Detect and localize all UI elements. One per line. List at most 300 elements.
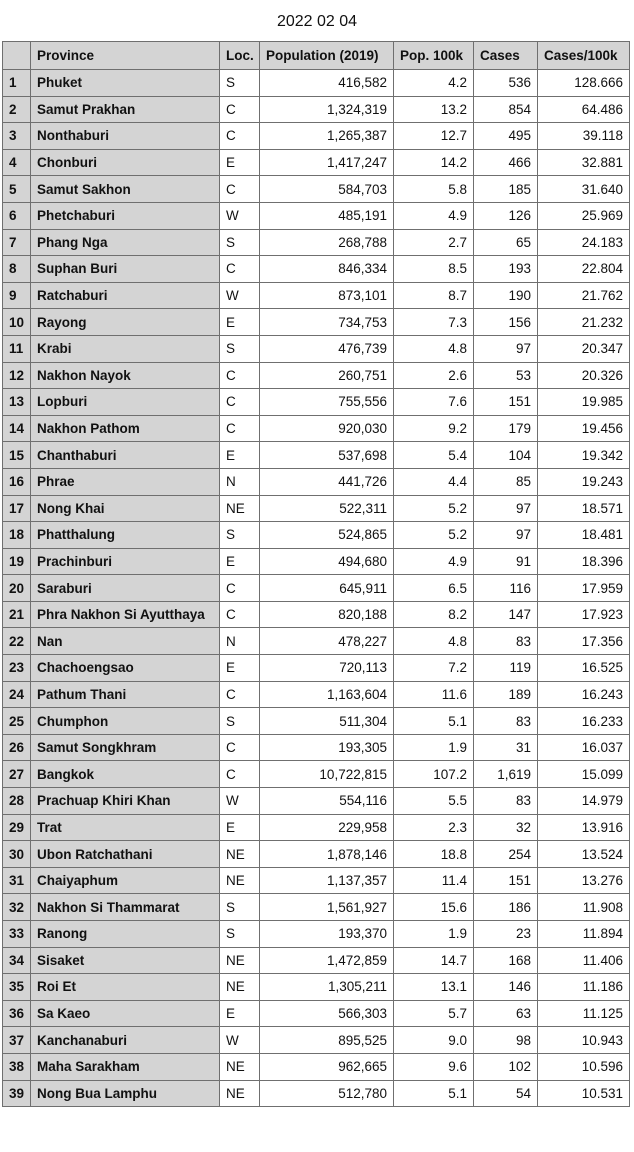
loc-cell: W <box>220 788 260 815</box>
population-cell: 566,303 <box>260 1000 394 1027</box>
header-row <box>3 42 630 70</box>
cases-per-100k-cell: 64.486 <box>538 96 630 123</box>
pop-100k-cell: 4.9 <box>394 202 474 229</box>
row-index-cell: 7 <box>3 229 31 256</box>
loc-cell: C <box>220 575 260 602</box>
table-row <box>3 708 630 735</box>
loc-cell: NE <box>220 947 260 974</box>
province-cell: Roi Et <box>31 974 220 1001</box>
table-row <box>3 894 630 921</box>
loc-cell: NE <box>220 974 260 1001</box>
pop-100k-cell: 8.2 <box>394 601 474 628</box>
province-cell: Phang Nga <box>31 229 220 256</box>
cases-per-100k-cell: 17.923 <box>538 601 630 628</box>
row-index-cell: 26 <box>3 734 31 761</box>
pop-100k-cell: 14.2 <box>394 149 474 176</box>
cases-per-100k-cell: 20.347 <box>538 335 630 362</box>
table-row <box>3 389 630 416</box>
province-cell: Trat <box>31 814 220 841</box>
population-cell: 537,698 <box>260 442 394 469</box>
pop-100k-cell: 9.6 <box>394 1053 474 1080</box>
header-province: Province <box>31 42 220 70</box>
population-cell: 522,311 <box>260 495 394 522</box>
cases-per-100k-cell: 19.243 <box>538 468 630 495</box>
loc-cell: S <box>220 335 260 362</box>
cases-per-100k-cell: 16.233 <box>538 708 630 735</box>
row-index-cell: 27 <box>3 761 31 788</box>
row-index-cell: 4 <box>3 149 31 176</box>
table-row <box>3 123 630 150</box>
province-cell: Nong Khai <box>31 495 220 522</box>
province-cell: Phetchaburi <box>31 202 220 229</box>
province-cell: Bangkok <box>31 761 220 788</box>
row-index-cell: 11 <box>3 335 31 362</box>
header-pop-100k: Pop. 100k <box>394 42 474 70</box>
row-index-cell: 23 <box>3 655 31 682</box>
loc-cell: E <box>220 309 260 336</box>
province-cell: Ratchaburi <box>31 282 220 309</box>
cases-cell: 65 <box>474 229 538 256</box>
cases-cell: 97 <box>474 495 538 522</box>
population-cell: 1,417,247 <box>260 149 394 176</box>
province-cell: Chonburi <box>31 149 220 176</box>
province-cell: Nakhon Nayok <box>31 362 220 389</box>
row-index-cell: 30 <box>3 841 31 868</box>
cases-cell: 146 <box>474 974 538 1001</box>
cases-per-100k-cell: 10.596 <box>538 1053 630 1080</box>
loc-cell: NE <box>220 1080 260 1107</box>
province-cell: Samut Songkhram <box>31 734 220 761</box>
pop-100k-cell: 18.8 <box>394 841 474 868</box>
table-row <box>3 1080 630 1107</box>
table-row <box>3 1053 630 1080</box>
cases-cell: 179 <box>474 415 538 442</box>
cases-per-100k-cell: 25.969 <box>538 202 630 229</box>
loc-cell: S <box>220 70 260 97</box>
cases-per-100k-cell: 21.232 <box>538 309 630 336</box>
table-row <box>3 788 630 815</box>
cases-per-100k-cell: 11.186 <box>538 974 630 1001</box>
row-index-cell: 16 <box>3 468 31 495</box>
table-row <box>3 362 630 389</box>
pop-100k-cell: 11.4 <box>394 867 474 894</box>
row-index-cell: 37 <box>3 1027 31 1054</box>
row-index-cell: 34 <box>3 947 31 974</box>
cases-per-100k-cell: 39.118 <box>538 123 630 150</box>
cases-cell: 156 <box>474 309 538 336</box>
row-index-cell: 24 <box>3 681 31 708</box>
population-cell: 416,582 <box>260 70 394 97</box>
table-row <box>3 867 630 894</box>
table-row <box>3 814 630 841</box>
pop-100k-cell: 11.6 <box>394 681 474 708</box>
row-index-cell: 6 <box>3 202 31 229</box>
cases-cell: 83 <box>474 788 538 815</box>
population-cell: 734,753 <box>260 309 394 336</box>
province-cell: Maha Sarakham <box>31 1053 220 1080</box>
pop-100k-cell: 5.1 <box>394 1080 474 1107</box>
province-cell: Saraburi <box>31 575 220 602</box>
cases-per-100k-cell: 24.183 <box>538 229 630 256</box>
cases-per-100k-cell: 19.456 <box>538 415 630 442</box>
pop-100k-cell: 4.8 <box>394 335 474 362</box>
table-row <box>3 522 630 549</box>
population-cell: 268,788 <box>260 229 394 256</box>
table-row <box>3 495 630 522</box>
pop-100k-cell: 2.7 <box>394 229 474 256</box>
cases-cell: 23 <box>474 921 538 948</box>
table-row <box>3 761 630 788</box>
loc-cell: C <box>220 123 260 150</box>
cases-per-100k-cell: 20.326 <box>538 362 630 389</box>
table-row <box>3 335 630 362</box>
cases-cell: 254 <box>474 841 538 868</box>
row-index-cell: 31 <box>3 867 31 894</box>
table-row <box>3 841 630 868</box>
pop-100k-cell: 5.8 <box>394 176 474 203</box>
province-cell: Lopburi <box>31 389 220 416</box>
cases-cell: 119 <box>474 655 538 682</box>
province-cell: Samut Sakhon <box>31 176 220 203</box>
pop-100k-cell: 5.1 <box>394 708 474 735</box>
population-cell: 873,101 <box>260 282 394 309</box>
pop-100k-cell: 9.2 <box>394 415 474 442</box>
population-cell: 920,030 <box>260 415 394 442</box>
cases-per-100k-cell: 11.894 <box>538 921 630 948</box>
row-index-cell: 3 <box>3 123 31 150</box>
cases-cell: 83 <box>474 628 538 655</box>
population-cell: 846,334 <box>260 256 394 283</box>
loc-cell: C <box>220 96 260 123</box>
cases-per-100k-cell: 128.666 <box>538 70 630 97</box>
cases-cell: 466 <box>474 149 538 176</box>
cases-per-100k-cell: 21.762 <box>538 282 630 309</box>
pop-100k-cell: 8.7 <box>394 282 474 309</box>
province-cell: Phra Nakhon Si Ayutthaya <box>31 601 220 628</box>
table-row <box>3 575 630 602</box>
population-cell: 1,561,927 <box>260 894 394 921</box>
population-cell: 645,911 <box>260 575 394 602</box>
cases-cell: 98 <box>474 1027 538 1054</box>
pop-100k-cell: 107.2 <box>394 761 474 788</box>
page-title: 2022 02 04 <box>276 13 358 30</box>
header-cases-per-100k: Cases/100k <box>538 42 630 70</box>
pop-100k-cell: 13.2 <box>394 96 474 123</box>
table-row <box>3 468 630 495</box>
cases-cell: 31 <box>474 734 538 761</box>
table-row <box>3 256 630 283</box>
province-cell: Krabi <box>31 335 220 362</box>
row-index-cell: 19 <box>3 548 31 575</box>
loc-cell: NE <box>220 867 260 894</box>
loc-cell: C <box>220 681 260 708</box>
table-row <box>3 176 630 203</box>
cases-cell: 189 <box>474 681 538 708</box>
pop-100k-cell: 4.4 <box>394 468 474 495</box>
row-index-cell: 13 <box>3 389 31 416</box>
loc-cell: C <box>220 415 260 442</box>
province-cell: Rayong <box>31 309 220 336</box>
population-cell: 478,227 <box>260 628 394 655</box>
loc-cell: E <box>220 149 260 176</box>
row-index-cell: 33 <box>3 921 31 948</box>
table-row <box>3 734 630 761</box>
pop-100k-cell: 14.7 <box>394 947 474 974</box>
loc-cell: E <box>220 814 260 841</box>
corner-header-cell <box>3 42 31 70</box>
header-cases: Cases <box>474 42 538 70</box>
cases-cell: 193 <box>474 256 538 283</box>
row-index-cell: 32 <box>3 894 31 921</box>
row-index-cell: 2 <box>3 96 31 123</box>
row-index-cell: 25 <box>3 708 31 735</box>
population-cell: 584,703 <box>260 176 394 203</box>
loc-cell: C <box>220 734 260 761</box>
cases-cell: 151 <box>474 389 538 416</box>
population-cell: 193,305 <box>260 734 394 761</box>
table-row <box>3 149 630 176</box>
loc-cell: E <box>220 655 260 682</box>
population-cell: 229,958 <box>260 814 394 841</box>
row-index-cell: 9 <box>3 282 31 309</box>
pop-100k-cell: 13.1 <box>394 974 474 1001</box>
province-cell: Nong Bua Lamphu <box>31 1080 220 1107</box>
cases-per-100k-cell: 10.943 <box>538 1027 630 1054</box>
cases-cell: 116 <box>474 575 538 602</box>
pop-100k-cell: 12.7 <box>394 123 474 150</box>
loc-cell: W <box>220 282 260 309</box>
row-index-cell: 14 <box>3 415 31 442</box>
table-row <box>3 309 630 336</box>
cases-cell: 102 <box>474 1053 538 1080</box>
cases-cell: 495 <box>474 123 538 150</box>
province-cell: Prachuap Khiri Khan <box>31 788 220 815</box>
population-cell: 895,525 <box>260 1027 394 1054</box>
cases-per-100k-cell: 11.908 <box>538 894 630 921</box>
cases-per-100k-cell: 19.985 <box>538 389 630 416</box>
row-index-cell: 18 <box>3 522 31 549</box>
loc-cell: S <box>220 921 260 948</box>
loc-cell: S <box>220 522 260 549</box>
loc-cell: S <box>220 708 260 735</box>
province-cell: Pathum Thani <box>31 681 220 708</box>
province-cell: Ranong <box>31 921 220 948</box>
cases-cell: 97 <box>474 335 538 362</box>
population-cell: 1,324,319 <box>260 96 394 123</box>
loc-cell: C <box>220 761 260 788</box>
table-row <box>3 947 630 974</box>
loc-cell: W <box>220 202 260 229</box>
loc-cell: NE <box>220 1053 260 1080</box>
row-index-cell: 39 <box>3 1080 31 1107</box>
province-cell: Phrae <box>31 468 220 495</box>
population-cell: 1,137,357 <box>260 867 394 894</box>
population-cell: 511,304 <box>260 708 394 735</box>
population-cell: 1,472,859 <box>260 947 394 974</box>
pop-100k-cell: 1.9 <box>394 734 474 761</box>
cases-per-100k-cell: 10.531 <box>538 1080 630 1107</box>
population-cell: 820,188 <box>260 601 394 628</box>
cases-per-100k-cell: 19.342 <box>538 442 630 469</box>
province-cell: Nakhon Pathom <box>31 415 220 442</box>
table-row <box>3 921 630 948</box>
cases-cell: 854 <box>474 96 538 123</box>
province-cell: Nan <box>31 628 220 655</box>
pop-100k-cell: 7.3 <box>394 309 474 336</box>
row-index-cell: 21 <box>3 601 31 628</box>
province-cell: Sa Kaeo <box>31 1000 220 1027</box>
pop-100k-cell: 5.5 <box>394 788 474 815</box>
province-cell: Chanthaburi <box>31 442 220 469</box>
table-row <box>3 681 630 708</box>
cases-per-100k-cell: 22.804 <box>538 256 630 283</box>
loc-cell: C <box>220 176 260 203</box>
province-cases-table <box>2 41 630 1107</box>
province-cell: Sisaket <box>31 947 220 974</box>
table-row <box>3 974 630 1001</box>
table-row <box>3 229 630 256</box>
row-index-cell: 15 <box>3 442 31 469</box>
table-row <box>3 70 630 97</box>
province-cell: Prachinburi <box>31 548 220 575</box>
population-cell: 962,665 <box>260 1053 394 1080</box>
row-index-cell: 17 <box>3 495 31 522</box>
loc-cell: C <box>220 389 260 416</box>
population-cell: 494,680 <box>260 548 394 575</box>
pop-100k-cell: 4.8 <box>394 628 474 655</box>
population-cell: 10,722,815 <box>260 761 394 788</box>
pop-100k-cell: 2.6 <box>394 362 474 389</box>
province-cell: Chachoengsao <box>31 655 220 682</box>
loc-cell: N <box>220 468 260 495</box>
table-row <box>3 442 630 469</box>
row-index-cell: 29 <box>3 814 31 841</box>
population-cell: 1,265,387 <box>260 123 394 150</box>
header-population: Population (2019) <box>260 42 394 70</box>
cases-per-100k-cell: 17.356 <box>538 628 630 655</box>
cases-cell: 186 <box>474 894 538 921</box>
province-cell: Kanchanaburi <box>31 1027 220 1054</box>
cases-cell: 536 <box>474 70 538 97</box>
loc-cell: C <box>220 601 260 628</box>
cases-cell: 151 <box>474 867 538 894</box>
table-row <box>3 1000 630 1027</box>
row-index-cell: 8 <box>3 256 31 283</box>
cases-per-100k-cell: 11.125 <box>538 1000 630 1027</box>
pop-100k-cell: 5.4 <box>394 442 474 469</box>
cases-cell: 54 <box>474 1080 538 1107</box>
table-row <box>3 415 630 442</box>
cases-per-100k-cell: 32.881 <box>538 149 630 176</box>
pop-100k-cell: 7.6 <box>394 389 474 416</box>
row-index-cell: 35 <box>3 974 31 1001</box>
pop-100k-cell: 8.5 <box>394 256 474 283</box>
cases-cell: 185 <box>474 176 538 203</box>
cases-per-100k-cell: 31.640 <box>538 176 630 203</box>
cases-per-100k-cell: 17.959 <box>538 575 630 602</box>
pop-100k-cell: 5.2 <box>394 522 474 549</box>
cases-per-100k-cell: 13.276 <box>538 867 630 894</box>
province-cell: Phatthalung <box>31 522 220 549</box>
cases-per-100k-cell: 15.099 <box>538 761 630 788</box>
cases-cell: 126 <box>474 202 538 229</box>
population-cell: 260,751 <box>260 362 394 389</box>
cases-cell: 190 <box>474 282 538 309</box>
loc-cell: NE <box>220 841 260 868</box>
cases-cell: 63 <box>474 1000 538 1027</box>
pop-100k-cell: 9.0 <box>394 1027 474 1054</box>
loc-cell: S <box>220 229 260 256</box>
loc-cell: E <box>220 442 260 469</box>
pop-100k-cell: 5.2 <box>394 495 474 522</box>
pop-100k-cell: 5.7 <box>394 1000 474 1027</box>
table-row <box>3 601 630 628</box>
table-row <box>3 1027 630 1054</box>
cases-per-100k-cell: 18.396 <box>538 548 630 575</box>
population-cell: 1,878,146 <box>260 841 394 868</box>
cases-cell: 91 <box>474 548 538 575</box>
table-row <box>3 202 630 229</box>
province-cell: Nakhon Si Thammarat <box>31 894 220 921</box>
cases-per-100k-cell: 16.243 <box>538 681 630 708</box>
table-row <box>3 628 630 655</box>
row-index-cell: 20 <box>3 575 31 602</box>
province-cell: Phuket <box>31 70 220 97</box>
table-row <box>3 548 630 575</box>
pop-100k-cell: 6.5 <box>394 575 474 602</box>
pop-100k-cell: 1.9 <box>394 921 474 948</box>
province-cell: Samut Prakhan <box>31 96 220 123</box>
population-cell: 1,163,604 <box>260 681 394 708</box>
cases-cell: 168 <box>474 947 538 974</box>
loc-cell: NE <box>220 495 260 522</box>
table-row <box>3 655 630 682</box>
population-cell: 1,305,211 <box>260 974 394 1001</box>
loc-cell: E <box>220 1000 260 1027</box>
row-index-cell: 12 <box>3 362 31 389</box>
population-cell: 476,739 <box>260 335 394 362</box>
loc-cell: W <box>220 1027 260 1054</box>
cases-cell: 85 <box>474 468 538 495</box>
population-cell: 193,370 <box>260 921 394 948</box>
cases-cell: 53 <box>474 362 538 389</box>
population-cell: 524,865 <box>260 522 394 549</box>
loc-cell: E <box>220 548 260 575</box>
cases-cell: 32 <box>474 814 538 841</box>
pop-100k-cell: 4.9 <box>394 548 474 575</box>
row-index-cell: 1 <box>3 70 31 97</box>
province-cell: Chaiyaphum <box>31 867 220 894</box>
row-index-cell: 22 <box>3 628 31 655</box>
loc-cell: N <box>220 628 260 655</box>
cases-per-100k-cell: 11.406 <box>538 947 630 974</box>
cases-cell: 104 <box>474 442 538 469</box>
cases-per-100k-cell: 16.525 <box>538 655 630 682</box>
province-cell: Suphan Buri <box>31 256 220 283</box>
cases-per-100k-cell: 18.481 <box>538 522 630 549</box>
header-loc: Loc. <box>220 42 260 70</box>
population-cell: 554,116 <box>260 788 394 815</box>
row-index-cell: 28 <box>3 788 31 815</box>
loc-cell: C <box>220 362 260 389</box>
pop-100k-cell: 2.3 <box>394 814 474 841</box>
table-row <box>3 96 630 123</box>
pop-100k-cell: 4.2 <box>394 70 474 97</box>
cases-cell: 1,619 <box>474 761 538 788</box>
pop-100k-cell: 7.2 <box>394 655 474 682</box>
row-index-cell: 36 <box>3 1000 31 1027</box>
loc-cell: S <box>220 894 260 921</box>
